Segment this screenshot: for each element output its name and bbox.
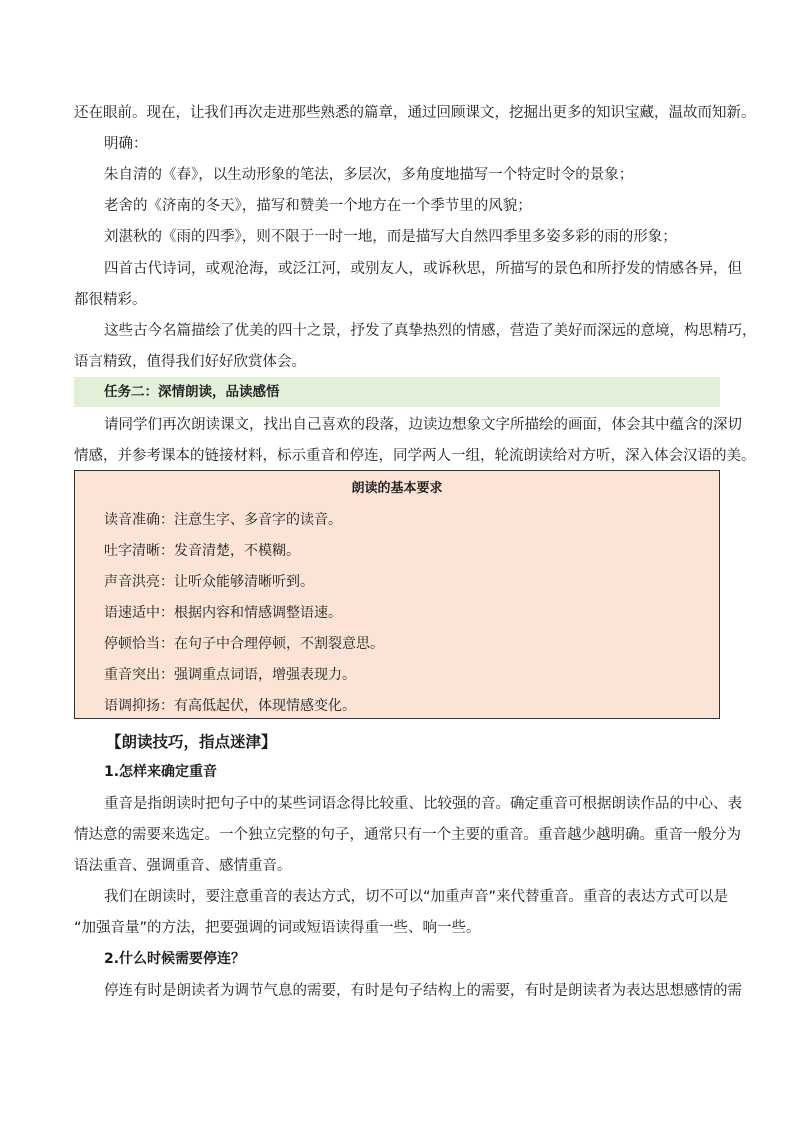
task-paragraph-text: 情感，并参考课本的链接材料，标示重音和停连，同学两人一组，轮流朗读给对方听，深入体会汉语的美。 [74, 448, 756, 464]
tips-paragraph: “加强音量”的方法，把要强调的词或短语读得重一些、响一些。 [74, 920, 481, 936]
intro-paragraph: 朱自清的《春》，以生动形象的笔法，多层次，多角度地描写一个特定时令的景象； [104, 167, 634, 183]
task-paragraph [74, 446, 756, 466]
requirement-item: 语速适中：根据内容和情感调整语速。 [104, 605, 342, 621]
tips-paragraph [104, 887, 729, 907]
tips-paragraph-text: 我们在朗读时，要注意重音的表达方式，切不可以“加重声音”来代替重音。重音的表达方式可以是 [104, 889, 729, 905]
requirement-item: 吐字清晰：发音清楚，不模糊。 [104, 543, 300, 559]
subheading: 2.什么时候需要停连？ [104, 951, 246, 967]
answer-label: 明确： [104, 136, 148, 152]
requirements-title: 朗读的基本要求 [351, 481, 443, 496]
requirement-item: 停顿恰当：在句子中合理停顿，不割裂意思。 [104, 636, 384, 652]
intro-paragraph [104, 259, 742, 279]
tips-paragraph [74, 825, 741, 845]
intro-paragraph: 语言精致，值得我们好好欣赏体会。 [74, 354, 306, 370]
intro-paragraph: 刘湛秋的《雨的四季》，则不限于一时一地，而是描写大自然四季里多姿多彩的雨的形象； [104, 229, 677, 245]
intro-paragraph-text: 四首古代诗词，或观沧海，或泛江河，或别友人，或诉秋思，所描写的景色和所抒发的情感各异，但 [104, 261, 742, 277]
subheading: 1.怎样来确定重音 [104, 764, 218, 780]
tips-paragraph [104, 981, 742, 1001]
intro-paragraph: 都很精彩。 [74, 292, 147, 308]
intro-paragraph [104, 321, 757, 341]
tips-paragraph: 语法重音、强调重音、感情重音。 [74, 858, 292, 874]
tips-paragraph-text: 重音是指朗读时把句子中的某些词语念得比较重、比较强的音。确定重音可根据朗读作品的中心、表 [104, 796, 742, 812]
tips-paragraph-text: 情达意的需要来选定。一个独立完整的句子，通常只有一个主要的重音。重音越少越明确。重音一般分为 [74, 827, 741, 843]
task-paragraph-text: 请同学们再次朗读课文，找出自己喜欢的段落，边读边想象文字所描绘的画面，体会其中蕴含的深切 [104, 417, 742, 433]
requirement-item: 声音洪亮：让听众能够清晰听到。 [104, 574, 314, 590]
intro-line: 还在眼前。现在，让我们再次走进那些熟悉的篇章，通过回顾课文，挖掘出更多的知识宝藏，温故而知新。 [74, 105, 756, 121]
requirement-item: 读音准确：注意生字、多音字的读音。 [104, 512, 342, 528]
section-heading: 【朗读技巧，指点迷津】 [106, 733, 277, 751]
task-paragraph [104, 415, 742, 435]
intro-paragraph-text: 这些古今名篇描绘了优美的四十之景，抒发了真挚热烈的情感，营造了美好而深远的意境，构思精巧， [104, 323, 757, 339]
requirement-item: 语调抑扬：有高低起伏，体现情感变化。 [104, 698, 356, 714]
requirement-item: 重音突出：强调重点词语，增强表现力。 [104, 667, 356, 683]
tips-paragraph [104, 794, 742, 814]
intro-paragraph: 老舍的《济南的冬天》，描写和赞美一个地方在一个季节里的风貌； [104, 198, 532, 214]
tips-paragraph-text: 停连有时是朗读者为调节气息的需要，有时是句子结构上的需要，有时是朗读者为表达思想感情的需 [104, 983, 742, 999]
task-title: 任务二：深情朗读，品读感悟 [104, 384, 280, 400]
